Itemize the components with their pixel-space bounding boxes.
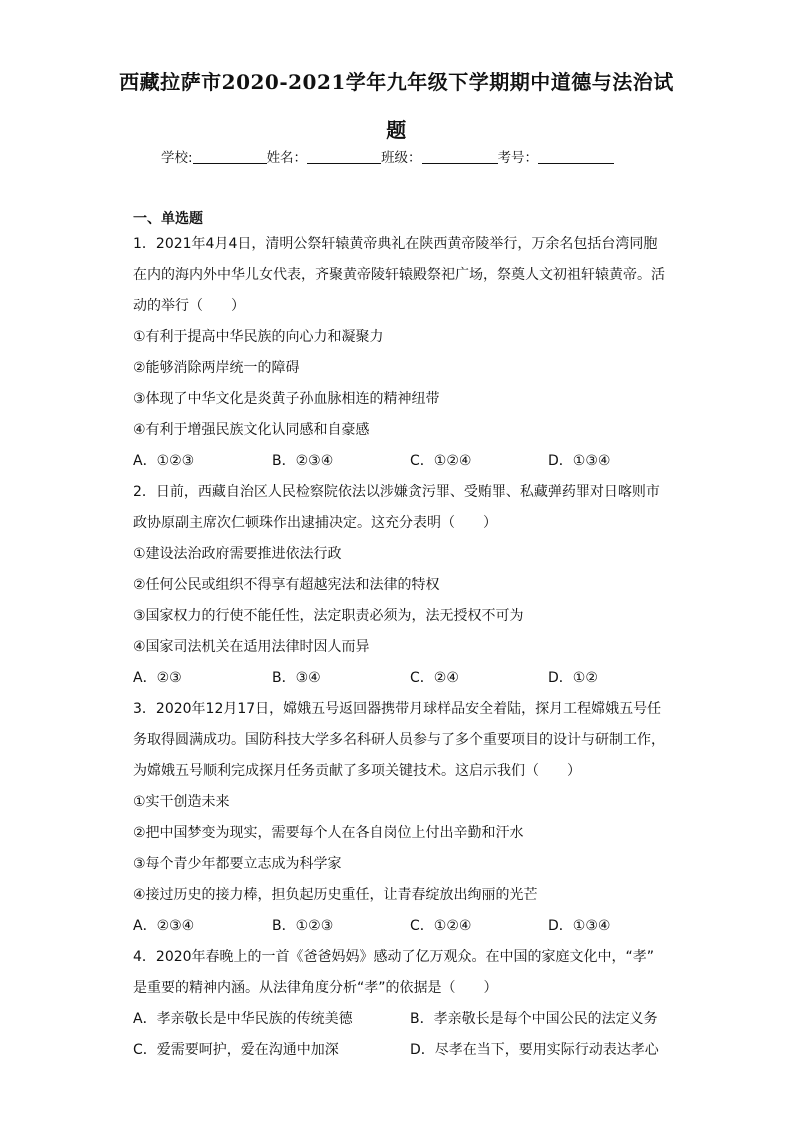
statement-item: ④有利于增强民族文化认同感和自豪感 xyxy=(133,422,370,438)
class-blank xyxy=(422,149,498,164)
statement-item: ②任何公民或组织不得享有超越宪法和法律的特权 xyxy=(133,577,440,593)
question-stem-line: 是重要的精神内涵。从法律角度分析“孝”的依据是（ ） xyxy=(133,980,498,996)
answer-option-d[interactable]: D．①② xyxy=(548,670,598,686)
student-info-row xyxy=(161,146,614,166)
statement-item: ④接过历史的接力棒，担负起历史重任，让青春绽放出绚丽的光芒 xyxy=(133,887,538,903)
name-blank xyxy=(307,149,381,164)
answer-option-a[interactable]: A．②③ xyxy=(133,670,182,686)
answer-option-c[interactable]: C．①②④ xyxy=(410,918,472,934)
exam-title-line2: 题 xyxy=(386,118,407,142)
question-stem-line: 政协原副主席次仁顿珠作出逮捕决定。这充分表明（ ） xyxy=(133,515,497,531)
school-blank xyxy=(193,149,267,164)
question-stem-line: 在内的海内外中华儿女代表，齐聚黄帝陵轩辕殿祭祀广场，祭奠人文初祖轩辕黄帝。活 xyxy=(133,267,665,283)
answer-option-d[interactable]: D．尽孝在当下，要用实际行动表达孝心 xyxy=(410,1042,659,1058)
question-stem-line: 1．2021年4月4日，清明公祭轩辕黄帝典礼在陕西黄帝陵举行，万余名包括台湾同胞 xyxy=(133,236,658,252)
answer-option-c[interactable]: C．①②④ xyxy=(410,453,472,469)
question-stem-line: 务取得圆满成功。国防科技大学多名科研人员参与了多个重要项目的设计与研制工作， xyxy=(133,732,665,748)
question-stem-line: 动的举行（ ） xyxy=(133,298,245,314)
school-label: 学校: xyxy=(161,150,193,166)
answer-option-b[interactable]: B．孝亲敬长是每个中国公民的法定义务 xyxy=(410,1011,658,1027)
answer-option-a[interactable]: A．②③④ xyxy=(133,918,195,934)
answer-option-b[interactable]: B．③④ xyxy=(272,670,321,686)
statement-item: ③国家权力的行使不能任性，法定职责必须为，法无授权不可为 xyxy=(133,608,524,624)
answer-option-b[interactable]: B．②③④ xyxy=(272,453,334,469)
statement-item: ①建设法治政府需要推进依法行政 xyxy=(133,546,342,562)
name-label: 姓名： xyxy=(266,150,308,166)
answer-option-a[interactable]: A．孝亲敬长是中华民族的传统美德 xyxy=(133,1011,353,1027)
question-stem-line: 2．日前，西藏自治区人民检察院依法以涉嫌贪污罪、受贿罪、私藏弹药罪对日喀则市 xyxy=(133,484,660,500)
statement-item: ③每个青少年都要立志成为科学家 xyxy=(133,856,342,872)
question-stem-line: 3．2020年12月17日，嫦娥五号返回器携带月球样品安全着陆，探月工程嫦娥五号任 xyxy=(133,701,662,717)
answer-option-d[interactable]: D．①③④ xyxy=(548,918,611,934)
statement-item: ①实干创造未来 xyxy=(133,794,230,810)
exam-number-blank xyxy=(538,149,614,164)
statement-item: ④国家司法机关在适用法律时因人而异 xyxy=(133,639,370,655)
statement-item: ③体现了中华文化是炎黄子孙血脉相连的精神纽带 xyxy=(133,391,440,407)
question-stem-line: 为嫦娥五号顺利完成探月任务贡献了多项关键技术。这启示我们（ ） xyxy=(133,763,581,779)
answer-option-a[interactable]: A．①②③ xyxy=(133,453,195,469)
section-heading: 一、单选题 xyxy=(133,211,203,227)
question-stem-line: 4．2020年春晚上的一首《爸爸妈妈》感动了亿万观众。在中国的家庭文化中，“孝” xyxy=(133,949,655,965)
exam-title-line1: 西藏拉萨市2020-2021学年九年级下学期期中道德与法治试 xyxy=(119,70,674,94)
statement-item: ①有利于提高中华民族的向心力和凝聚力 xyxy=(133,329,384,345)
exam-number-label: 考号： xyxy=(497,150,539,166)
class-label: 班级： xyxy=(381,150,422,166)
statement-item: ②把中国梦变为现实，需要每个人在各自岗位上付出辛勤和汗水 xyxy=(133,825,524,841)
answer-option-c[interactable]: C．②④ xyxy=(410,670,459,686)
answer-option-c[interactable]: C．爱需要呵护，爱在沟通中加深 xyxy=(133,1042,339,1058)
answer-option-d[interactable]: D．①③④ xyxy=(548,453,611,469)
statement-item: ②能够消除两岸统一的障碍 xyxy=(133,360,300,376)
answer-option-b[interactable]: B．①②③ xyxy=(272,918,334,934)
